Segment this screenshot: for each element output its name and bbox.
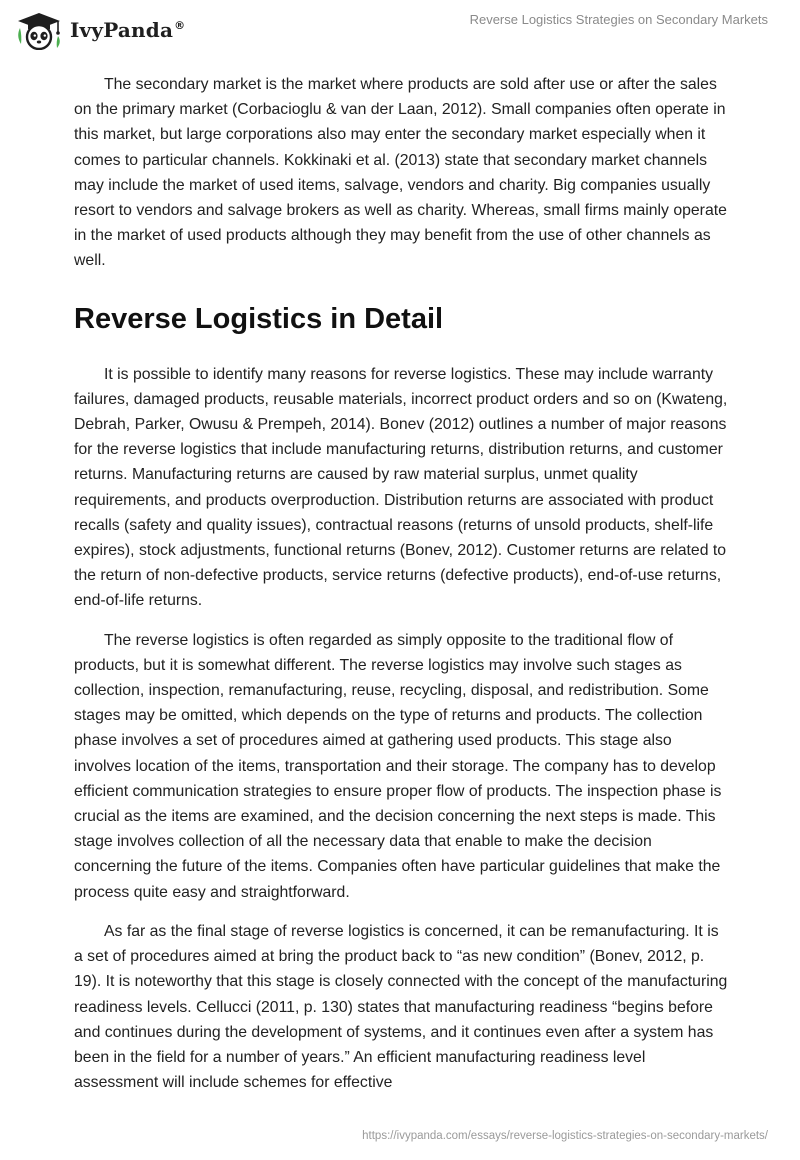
ivypanda-logo[interactable] [14, 10, 185, 50]
registered-mark: ® [174, 19, 186, 33]
source-url[interactable]: https://ivypanda.com/essays/reverse-logistics-strategies-on-secondary-markets/ [362, 1130, 768, 1142]
panda-graduate-icon [14, 10, 64, 50]
body-paragraph: As far as the final stage of reverse logistics is concerned, it can be remanufacturing. It is a set of procedures aimed at bring the product back to “as new condition” (Bonev, 2012, p. 19). It is noteworthy that this stage is closely connected with the concept of the manufacturing readiness levels. Cellucci (2011, p. 130) states that manufacturing readiness “begins before and continues during the development of systems, and it continues even after a system has been in the field for a number of years.” An efficient manufacturing readiness level assessment will include schemes for effective [74, 922, 728, 1092]
body-paragraph: It is possible to identify many reasons for reverse logistics. These may include warranty failures, damaged products, reusable materials, incorrect product orders and so on (Kwateng, Debrah, Parker, Owusu & Prempeh, 2014). Bonev (2012) outlines a number of major reasons for the reverse logistics that include manufacturing returns, distribution returns, and customer returns. Manufacturing returns are caused by raw material surplus, unmet quality requirements, and products overproduction. Distribution returns are associated with product recalls (safety and quality issues), contractual reasons (returns of unsold products, shelf-life expires), stock adjustments, functional returns (Bonev, 2012). Customer returns are related to the return of non-defective products, service returns (defective products), end-of-use returns, end-of-life returns. [74, 365, 728, 610]
body-paragraph: The secondary market is the market where products are sold after use or after the sales on the primary market (Corbacioglu & van der Laan, 2012). Small companies often operate in this market, but large corporations also may enter the secondary market especially when it comes to particular channels. Kokkinaki et al. (2013) state that secondary market channels may include the market of used items, salvage, vendors and charity. Big companies usually resort to vendors and salvage brokers as well as charity. Whereas, small firms mainly operate in the market of used products although they may benefit from the use of other channels as well. [74, 76, 727, 270]
body-paragraph: The reverse logistics is often regarded as simply opposite to the traditional flow of products, but it is somewhat different. The reverse logistics may involve such stages as collection, inspection, remanufacturing, reuse, recycling, disposal, and redistribution. Some stages may be omitted, which depends on the type of returns and products. The collection phase involves a set of procedures aimed at gathering used products. This stage also involves location of the items, transportation and their storage. The company has to develop efficient communication strategies to ensure proper flow of products. The inspection phase is crucial as the items are examined, and the decision concerning the next steps is made. This stage involves collection of all the necessary data that enable to make the decision concerning the future of the items. Companies often have particular guidelines that make the process quite easy and straightforward. [74, 631, 722, 901]
document-title: Reverse Logistics Strategies on Secondary Markets [469, 12, 768, 27]
page-header [0, 0, 800, 60]
section-heading: Reverse Logistics in Detail [74, 302, 444, 335]
essay-content [74, 72, 728, 1109]
brand-name: IvyPanda® [70, 18, 186, 42]
